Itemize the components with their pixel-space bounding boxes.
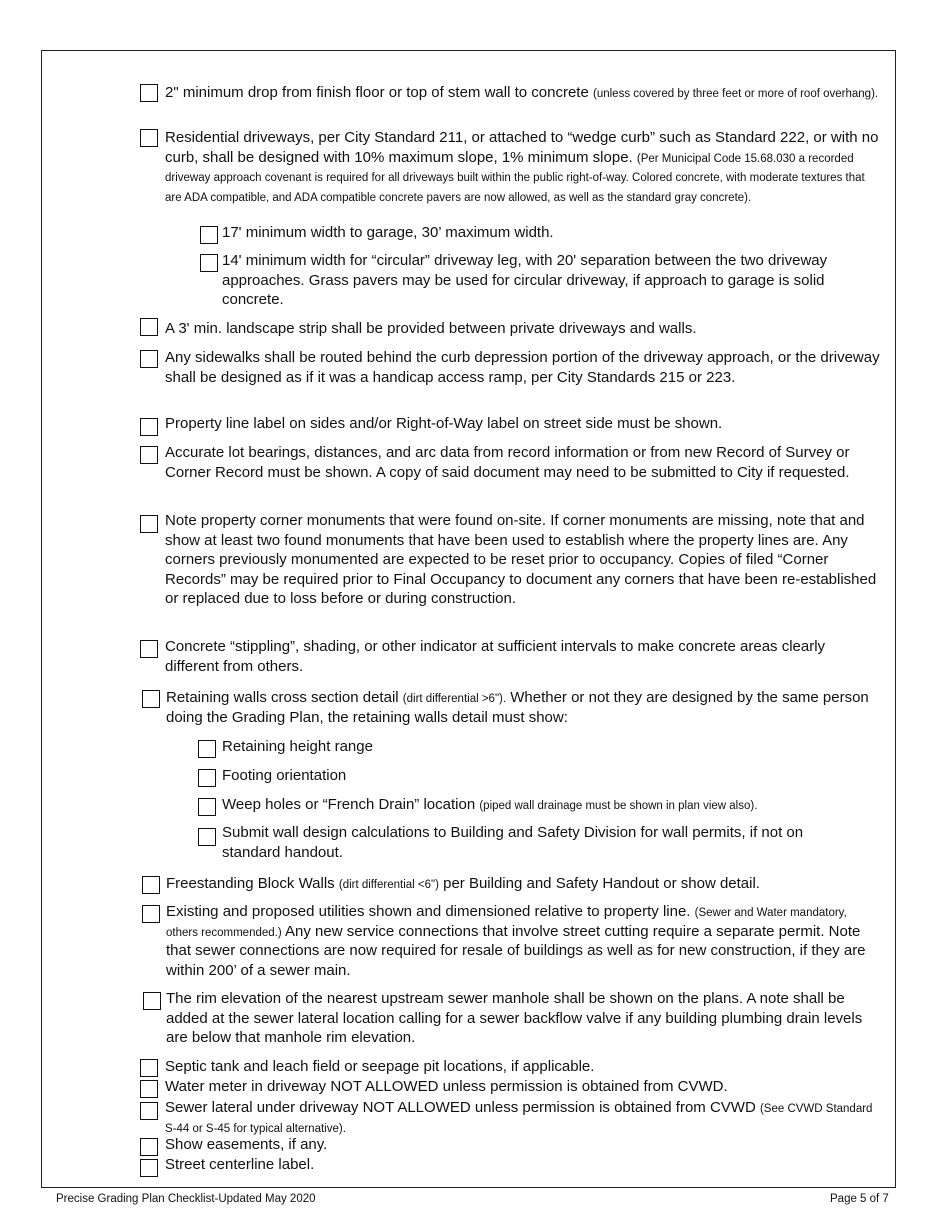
item-text: Footing orientation [222,767,347,784]
item-text-tail: per Building and Safety Handout or show detail. [443,875,760,892]
item-text: Weep holes or “French Drain” location [222,796,476,813]
checkbox[interactable] [140,1138,158,1156]
checklist-sub-item [222,766,862,786]
item-text: Note property corner monuments that were found on-site. If corner monuments are missing, note that and show at least two found monuments that have been used to establish where the property lines are. Any corners previously monumented are expected to be reset prior to occupancy. Copies of filed “Corner Records” may be required prior to Final Occupancy to document any corners that have been re-established or replaced due to loss before or during construction. [165,512,877,607]
item-text: Retaining height range [222,738,373,755]
checklist-item [165,443,880,482]
checklist-sub-item [222,795,862,815]
checkbox[interactable] [140,1102,158,1120]
item-text: Water meter in driveway NOT ALLOWED unless permission is obtained from CVWD. [165,1078,728,1095]
checklist-item [165,511,880,609]
checkbox[interactable] [198,798,216,816]
item-note: (Per Municipal Code 15.68.030 a recorded driveway approach covenant is required for all driveways built within the public right-of-way. Colored concrete, with moderate textures that are ADA compatible, and ADA compatible concrete pavers are now allowed, as well as the standard gray concrete). [165,152,865,204]
checkbox[interactable] [142,905,160,923]
checkbox[interactable] [140,318,158,336]
item-text: Septic tank and leach field or seepage pit locations, if applicable. [165,1058,595,1075]
checkbox[interactable] [140,1159,158,1177]
checkbox[interactable] [198,740,216,758]
item-text: Property line label on sides and/or Right-of-Way label on street side must be shown. [165,415,723,432]
item-text: Show easements, if any. [165,1136,328,1153]
item-note: (piped wall drainage must be shown in plan view also). [479,800,758,812]
item-text: Concrete “stippling”, shading, or other indicator at sufficient intervals to make concrete areas clearly different from others. [165,638,826,675]
checklist-item [165,637,880,676]
checkbox[interactable] [140,418,158,436]
checklist-item [165,1155,880,1175]
footer-title: Precise Grading Plan Checklist-Updated May 2020 [56,1193,316,1205]
checkbox[interactable] [143,992,161,1010]
checklist-item [165,128,883,206]
checkbox[interactable] [140,84,158,102]
item-text-tail: Whether or not they are designed by the same person doing the Grading Plan, the retaining walls detail must show: [166,689,869,726]
item-text: Accurate lot bearings, distances, and arc data from record information or from new Record of Survey or Corner Record must be shown. A copy of said document may need to be submitted to City if requested. [165,444,850,481]
item-text: Existing and proposed utilities shown and dimensioned relative to property line. [166,903,691,920]
item-note: (unless covered by three feet or more of roof overhang). [593,88,879,100]
checklist-item [165,1098,880,1137]
checkbox[interactable] [140,1080,158,1098]
checkbox[interactable] [200,226,218,244]
checklist-item [166,902,881,980]
checklist-item [165,319,880,339]
checklist-item [165,83,880,103]
checklist-item [165,348,880,387]
checklist-item [166,874,881,894]
item-note: (dirt differential <6") [338,879,439,891]
item-text: A 3' min. landscape strip shall be provided between private driveways and walls. [165,320,697,337]
checklist-item [165,1135,880,1155]
checklist-sub-item [222,737,862,757]
checkbox[interactable] [142,690,160,708]
item-text: Freestanding Block Walls [166,875,335,892]
item-text: Retaining walls cross section detail [166,689,399,706]
checkbox[interactable] [140,446,158,464]
checklist-sub-item [222,823,862,862]
checkbox[interactable] [140,515,158,533]
item-note: (Sewer and Water mandatory, others recommended.) [166,907,847,939]
checklist-item [166,688,884,727]
checklist-item [166,989,871,1048]
item-text: Residential driveways, per City Standard 211, or attached to “wedge curb” such as Standard 222, or with no curb, shall be designed with 10% maximum slope, 1% minimum slope. [165,129,879,166]
checkbox[interactable] [198,769,216,787]
checkbox[interactable] [140,350,158,368]
item-note: (dirt differential >6"). [402,693,507,705]
checkbox[interactable] [140,1059,158,1077]
checklist-item [165,1077,880,1097]
checkbox[interactable] [140,129,158,147]
checklist-sub-item [222,223,862,243]
item-text: Submit wall design calculations to Building and Safety Division for wall permits, if not on standard handout. [222,824,804,861]
checkbox[interactable] [140,640,158,658]
item-text: Sewer lateral under driveway NOT ALLOWED unless permission is obtained from CVWD [165,1099,756,1116]
checklist-item [165,414,880,434]
item-text: Any sidewalks shall be routed behind the curb depression portion of the driveway approach, or the driveway shall be designed as if it was a handicap access ramp, per City Standards 215 or 223. [165,349,880,386]
page-number: Page 5 of 7 [830,1193,889,1205]
item-text-tail: Any new service connections that involve street cutting require a separate permit. Note that sewer connections are now required for resale of buildings as well as for new construction, if they are within 200’ of a sewer main. [166,922,866,979]
checkbox[interactable] [200,254,218,272]
item-text: 17' minimum width to garage, 30’ maximum width. [222,224,554,241]
checkbox[interactable] [198,828,216,846]
item-text: The rim elevation of the nearest upstream sewer manhole shall be shown on the plans. A note shall be added at the sewer lateral location calling for a sewer backflow valve if any building plumbing drain levels are below that manhole rim elevation. [166,990,863,1046]
checkbox[interactable] [142,876,160,894]
checklist-sub-item [222,251,862,310]
checklist-item [165,1057,880,1077]
item-text: Street centerline label. [165,1156,315,1173]
item-note: (See CVWD Standard S-44 or S-45 for typical alternative). [165,1103,873,1135]
item-text: 14' minimum width for “circular” driveway leg, with 20' separation between the two driveway approaches. Grass pavers may be used for circular driveway, if approach to garage is solid concrete. [222,252,828,308]
item-text: 2" minimum drop from finish floor or top of stem wall to concrete [165,84,589,101]
